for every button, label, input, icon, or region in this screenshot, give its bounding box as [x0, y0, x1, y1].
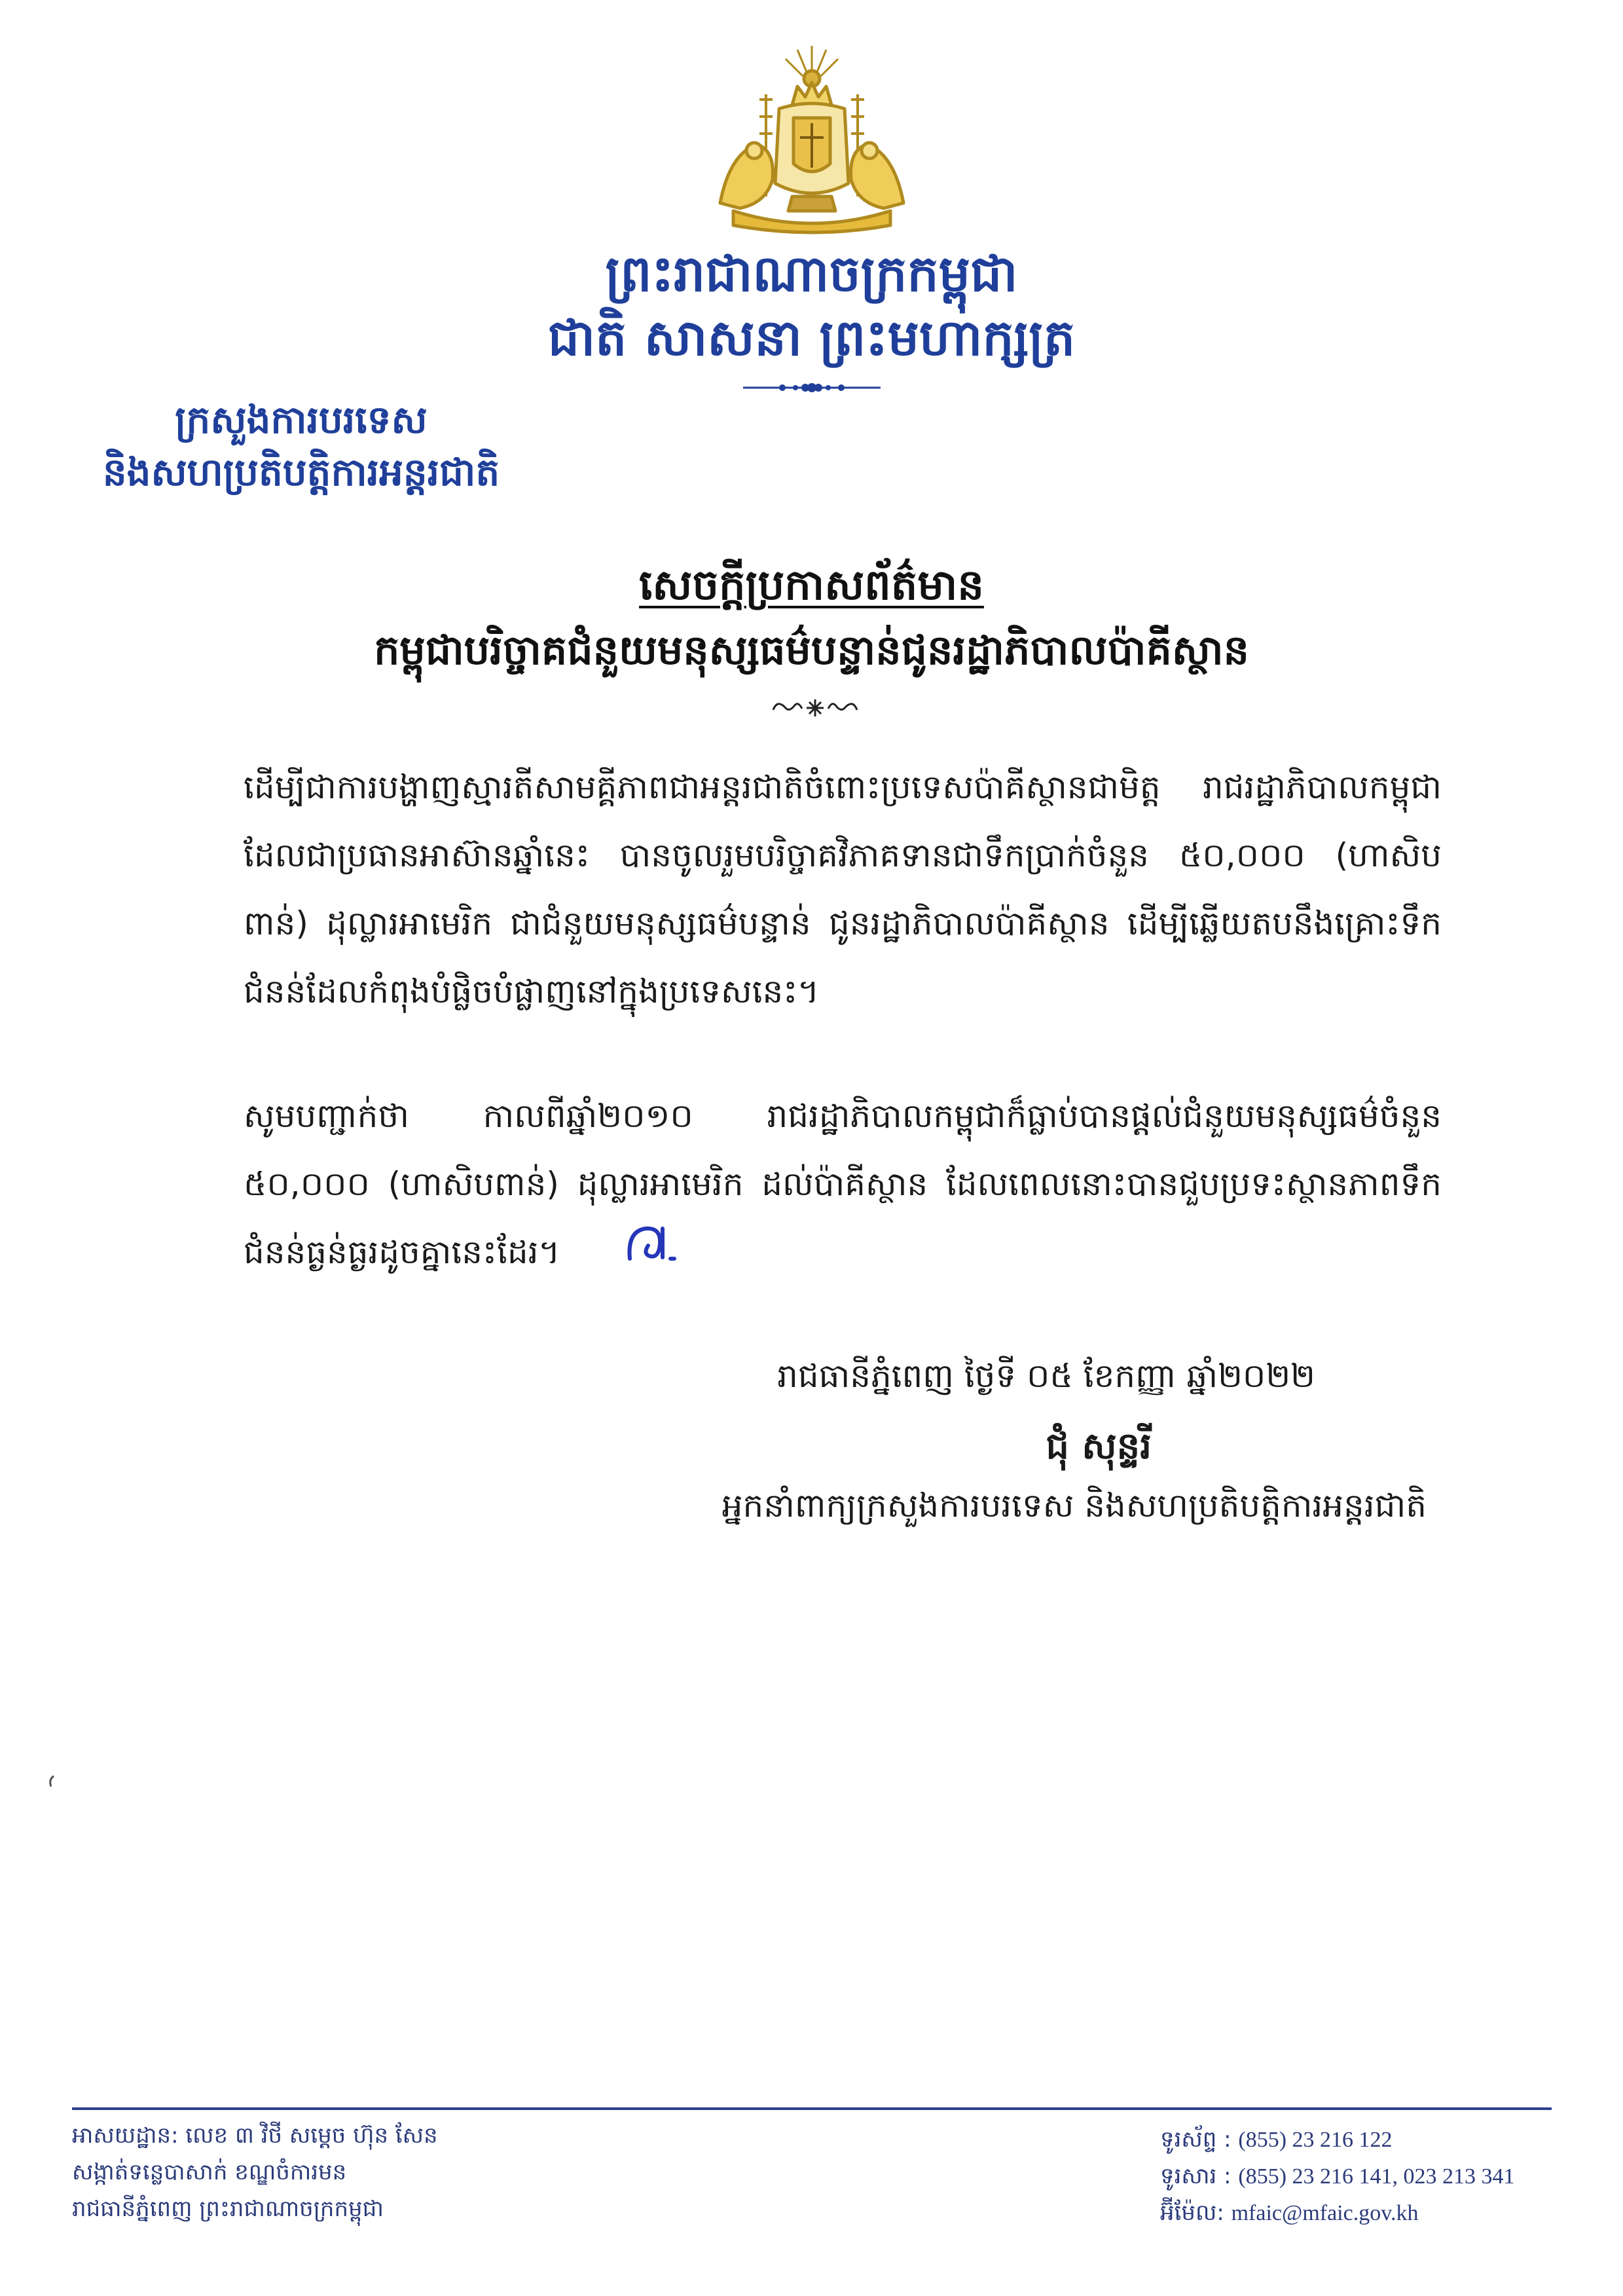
title-ornament-icon: [769, 695, 861, 720]
footer-address-line-1: អាសយដ្ឋាន: លេខ ៣ វិថី សម្តេច ហ៊ុន សែន: [72, 2122, 438, 2149]
footer-phone: [1160, 2128, 1393, 2151]
fax-value: (855) 23 216 141, 023 213 341: [1238, 2164, 1515, 2189]
footer-address-line-2: សង្កាត់ទន្លេបាសាក់ ខណ្ឌចំការមន: [72, 2159, 347, 2185]
phone-value: (855) 23 216 122: [1238, 2128, 1393, 2152]
stray-ink-mark-icon: [47, 1775, 56, 1788]
document-title: [0, 561, 1623, 610]
email-label: អ៊ីម៉ែល:: [1160, 2200, 1224, 2226]
footer-divider: [72, 2107, 1552, 2110]
document-subtitle: កម្ពុជាបរិច្ចាគជំនួយមនុស្សធម៌បន្ទាន់ជូនរដ្ឋាភិបាលប៉ាគីស្ថាន: [374, 626, 1249, 674]
document-title-text: សេចក្តីប្រកាសព័ត៌មាន: [639, 561, 984, 610]
kingdom-name: ព្រះរាជាណាចក្រកម្ពុជា: [605, 244, 1018, 303]
email-value[interactable]: mfaic@mfaic.gov.kh: [1231, 2201, 1419, 2225]
body-paragraph-2: សូមបញ្ជាក់ថា កាលពីឆ្នាំ២០១០ រាជរដ្ឋាភិបាលកម្ពុជាក៏ធ្លាប់បានផ្តល់ជំនួយមនុស្សធម៌ចំនួន ៥០,០០០ (ហាសិបពាន់) ដុល្លារអាមេរិក ដល់ប៉ាគីស្ថាន ដែលពេលនោះបានជួបប្រទះស្ថានភាពទឹកជំនន់ធ្ងន់ធ្ងរដូចគ្នានេះដែរ។: [244, 1097, 1442, 1271]
phone-label: ទូរស័ព្ទ :: [1160, 2126, 1231, 2153]
fax-label: ទូរសារ :: [1160, 2163, 1231, 2189]
ornament-divider-icon: [743, 380, 881, 396]
royal-coat-of-arms-icon: [694, 39, 930, 236]
footer-email: [1160, 2202, 1419, 2225]
footer-address-line-3: រាជធានីភ្នំពេញ ព្រះរាជាណាចក្រកម្ពុជា: [72, 2196, 384, 2222]
ministry-name-line-1: ក្រសួងការបរទេស: [175, 398, 428, 442]
handwritten-initial-icon: [623, 1219, 689, 1265]
body-paragraph-1: ដើម្បីជាការបង្ហាញស្មារតីសាមគ្គីភាពជាអន្តរជាតិចំពោះប្រទេសប៉ាគីស្ថានជាមិត្ត រាជរដ្ឋាភិបាលកម្ពុជា ដែលជាប្រធានអាស៊ានឆ្នាំនេះ បានចូលរួមបរិច្ចាគវិភាគទានជាទឹកប្រាក់ចំនួន ៥០,០០០ (ហាសិបពាន់) ដុល្លារអាមេរិក ជាជំនួយមនុស្សធម៌បន្ទាន់ ជូនរដ្ឋាភិបាលប៉ាគីស្ថាន ដើម្បីឆ្លើយតបនឹងគ្រោះទឹកជំនន់ដែលកំពុងបំផ្លិចបំផ្លាញនៅក្នុងប្រទេសនេះ។: [244, 768, 1442, 1010]
signature-place-date: រាជធានីភ្នំពេញ ថ្ងៃទី ០៥ ខែកញ្ញា ឆ្នាំ២០២២: [777, 1357, 1315, 1395]
ministry-name-line-2: និងសហប្រតិបត្តិការអន្តរជាតិ: [102, 450, 500, 494]
footer-fax: [1160, 2165, 1515, 2188]
national-motto: ជាតិ សាសនា ព្រះមហាក្សត្រ: [547, 308, 1076, 367]
signatory-title: អ្នកនាំពាក្យក្រសួងការបរទេស និងសហប្រតិបត្តិការអន្តរជាតិ: [721, 1487, 1427, 1525]
signatory-name: ជុំ សុន្ទរី: [1046, 1424, 1152, 1468]
